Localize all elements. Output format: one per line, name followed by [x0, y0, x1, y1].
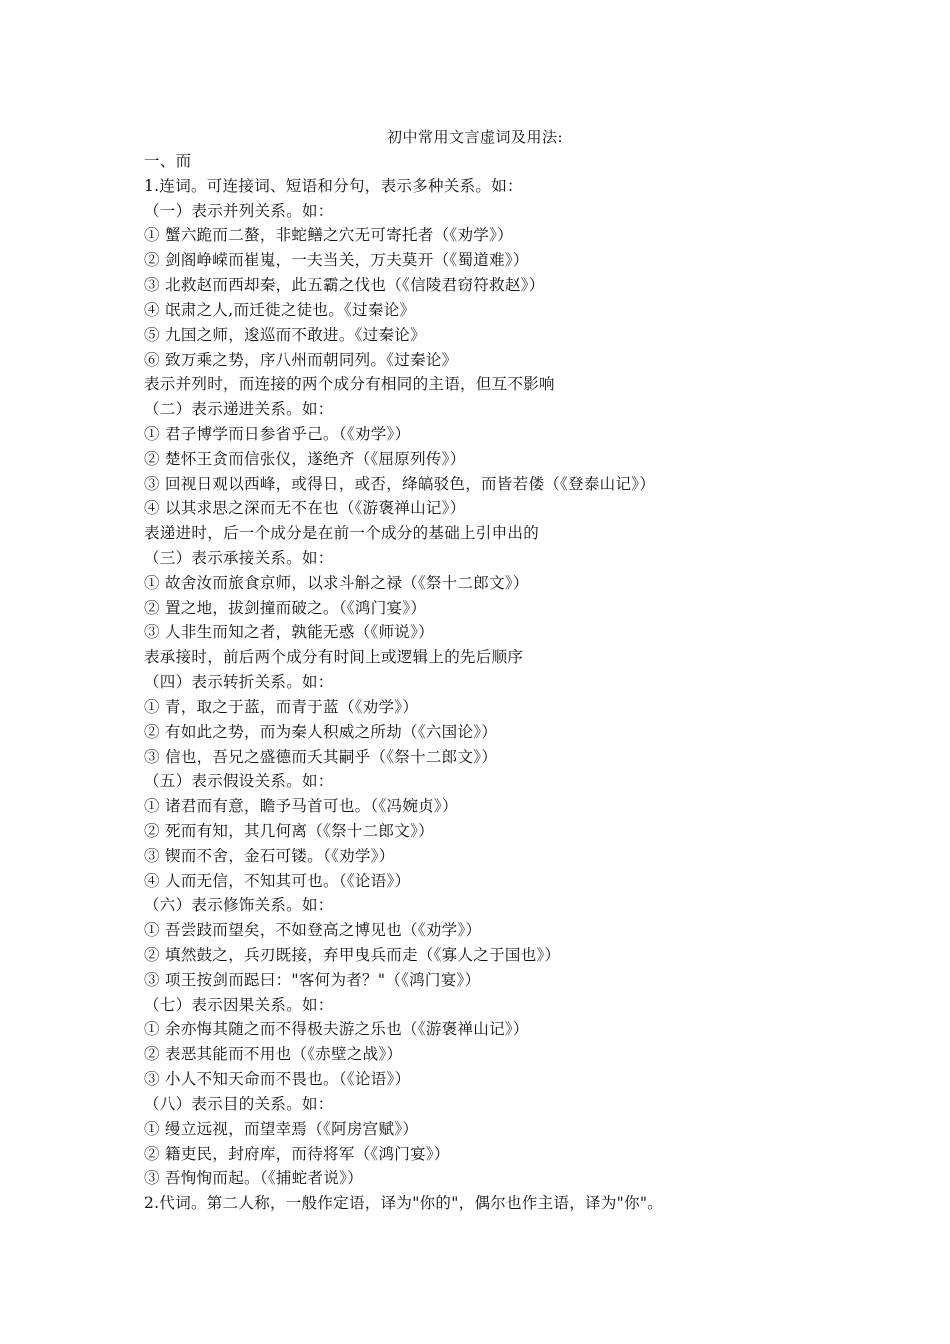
text-line: ① 君子博学而日参省乎己。（《劝学》）	[144, 424, 411, 443]
text-line: ② 籍吏民，封府库，而待将军（《鸿门宴》）	[144, 1144, 450, 1163]
text-line: ③ 锲而不舍，金石可镂。（《劝学》）	[144, 846, 395, 865]
text-line: ③ 吾恂恂而起。（《捕蛇者说》）	[144, 1169, 363, 1188]
text-line: ① 青，取之于蓝，而青于蓝（《劝学》）	[144, 697, 419, 716]
text-line: ⑤ 九国之师，逡巡而不敢进。《过秦论》	[144, 325, 426, 344]
text-line: （三）表示承接关系。如：	[144, 549, 334, 567]
text-line: ④ 人而无信，不知其可也。（《论语》）	[144, 871, 411, 890]
text-line: ① 诸君而有意，瞻予马首可也。（《冯婉贞》）	[144, 797, 458, 816]
text-line: （八）表示目的关系。如：	[144, 1094, 334, 1113]
text-line: ③ 人非生而知之者，孰能无惑（《师说》）	[144, 623, 434, 642]
text-line: ④ 氓肃之人,而迁徙之徒也。《过秦论》	[144, 300, 416, 319]
text-line: ② 有如此之势，而为秦人积威之所劫（《六国论》）	[144, 722, 498, 741]
text-line: ④ 以其求思之深而无不在也（《游褒禅山记》）	[144, 499, 466, 518]
text-line: （一）表示并列关系。如：	[144, 201, 334, 220]
text-line: ⑥ 致万乘之势，序八州而朝同列。《过秦论》	[144, 350, 458, 369]
text-line: ③ 小人不知天命而不畏也。（《论语》）	[144, 1070, 411, 1089]
text-line: ③ 项王按剑而跽曰："客何为者？"（《鸿门宴》）	[144, 970, 481, 989]
text-line: ② 死而有知，其几何离（《祭十二郎文》）	[144, 821, 434, 840]
text-line: ② 剑阁峥嵘而崔嵬，一夫当关，万夫莫开（《蜀道难》）	[144, 251, 529, 270]
text-line: ② 楚怀王贪而信张仪，遂绝齐（《屈原列传》）	[144, 449, 466, 468]
text-line: （二）表示递进关系。如：	[144, 400, 334, 419]
text-line: ② 置之地，拔剑撞而破之。（《鸿门宴》）	[144, 598, 427, 617]
text-line: 表示并列时，而连接的两个成分有相同的主语，但互不影响	[144, 375, 555, 394]
text-line: ② 填然鼓之，兵刃既接，弃甲曳兵而走（《寡人之于国也》）	[144, 946, 561, 964]
text-line: 1.连词。可连接词、短语和分句，表示多种关系。如：	[144, 176, 523, 195]
text-line: （五）表示假设关系。如：	[144, 772, 334, 791]
text-line: ① 蟹六跪而二螯，非蛇鳝之穴无可寄托者（《劝学》）	[144, 226, 513, 245]
text-line: ② 表恶其能而不用也（《赤壁之战》）	[144, 1045, 403, 1064]
text-line: 一、而	[144, 152, 192, 170]
text-line: ① 故舍汝而旅食京师，以求斗斛之禄（《祭十二郎文》）	[144, 573, 529, 592]
document-body	[144, 149, 864, 1216]
text-line: ① 吾尝跂而望矣，不如登高之博见也（《劝学》）	[144, 921, 482, 940]
text-line: （六）表示修饰关系。如：	[144, 896, 334, 915]
text-line: 表承接时，前后两个成分有时间上或逻辑上的先后顺序	[144, 648, 524, 667]
text-line: ③ 信也，吾兄之盛德而夭其嗣乎（《祭十二郎文》）	[144, 747, 498, 766]
text-line: ① 余亦悔其随之而不得极夫游之乐也（《游褒禅山记》）	[144, 1020, 529, 1039]
text-line: 表递进时，后一个成分是在前一个成分的基础上引申出的	[144, 524, 540, 543]
document-title: 初中常用文言虚词及用法:	[386, 128, 564, 146]
text-line: （四）表示转折关系。如：	[144, 673, 334, 692]
text-line: ③ 北救赵而西却秦，此五霸之伐也（《信陵君窃符救赵》）	[144, 276, 545, 295]
text-line: （七）表示因果关系。如：	[144, 995, 334, 1014]
text-line: 2.代词。第二人称，一般作定语，译为"你的"，偶尔也作主语，译为"你"。	[144, 1194, 664, 1213]
text-line: ③ 回视日观以西峰，或得日，或否，绛皜驳色，而皆若偻（《登泰山记》）	[144, 474, 656, 493]
text-line: ① 缦立远视，而望幸焉（《阿房宫赋》）	[144, 1119, 419, 1138]
